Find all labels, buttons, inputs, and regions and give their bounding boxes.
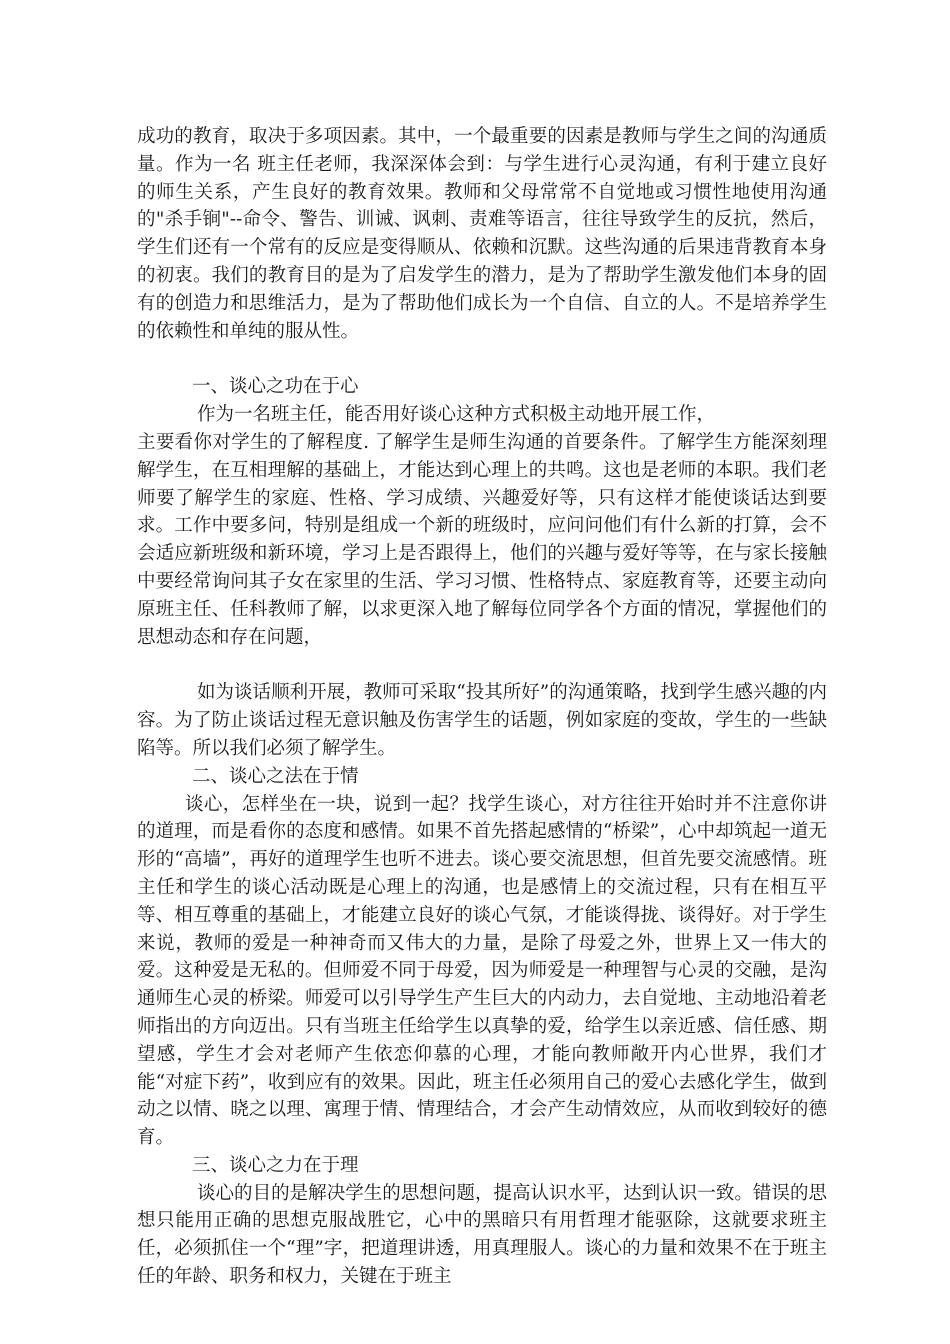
paragraph-gap bbox=[137, 651, 827, 679]
section-1-paragraph-2: 如为谈话顺利开展，教师可采取“投其所好”的沟通策略，找到学生感兴趣的内容。为了防止谈话过程无意识触及伤害学生的话题，例如家庭的变故，学生的一些缺陷等。所以我们必须了解学生。 bbox=[137, 682, 827, 759]
section-2-paragraph-1: 谈心，怎样坐在一块，说到一起？找学生谈心，对方往往开始时并不注意你讲的道理，而是看你的态度和感情。如果不首先搭起感情的“桥梁”，心中却筑起一道无形的“高墙”，再好的道理学生也听不进去。谈心要交流思想，但首先要交流感情。班主任和学生的谈心活动既是心理上的沟通，也是感情上的交流过程，只有在相互平等、相互尊重的基础上，才能建立良好的谈心气氛，才能谈得拢、谈得好。对于学生来说，教师的爱是一种神奇而又伟大的力量，是除了母爱之外，世界上又一伟大的爱。这种爱是无私的。但师爱不同于母爱，因为师爱是一种理智与心灵的交融，是沟通师生心灵的桥梁。师爱可以引导学生产生巨大的内动力，去自觉地、主动地沿着老师指出的方向迈出。只有当班主任给学生以真挚的爱，给学生以亲近感、信任感、期望感，学生才会对老师产生依恋仰慕的心理，才能向教师敞开内心世界，我们才能“对症下药”，收到应有的效果。因此，班主任必须用自己的爱心去感化学生，做到动之以情、晓之以理、寓理于情、情理结合，才会产生动情效应，从而收到较好的德育。 bbox=[137, 793, 827, 1149]
section-1-heading: 一、谈心之功在于心 bbox=[192, 376, 359, 398]
section-1-paragraph-1: 作为一名班主任，能否用好谈心这种方式积极主动地开展工作， 主要看你对学生的了解程度. 了解学生是师生沟通的首要条件。了解学生方能深刻理解学生，在互相理解的基础上，才能达到心理上的共鸣。这也是老师的本职。我们老师要了解学生的家庭、性格、学习成绩、兴趣爱好等，只有这样才能使谈话达到要求。工作中要多问，特别是组成一个新的班级时，应问问他们有什么新的打算，会不会适应新班级和新环境，学习上是否跟得上，他们的兴趣与爱好等等，在与家长接触中要经常询问其子女在家里的生活、学习习惯、性格特点、家庭教育等，还要主动向原班主任、任科教师了解，以求更深入地了解每位同学各个方面的情况，掌握他们的思想动态和存在问题， bbox=[137, 404, 827, 648]
document-page bbox=[137, 123, 827, 1291]
section-3-paragraph-1: 谈心的目的是解决学生的思想问题，提高认识水平，达到认识一致。错误的思想只能用正确的思想克服战胜它，心中的黑暗只有用哲理才能驱除，这就要求班主任，必须抓住一个“理”字，把道理讲透，用真理服人。谈心的力量和效果不在于班主任的年龄、职务和权力，关键在于班主 bbox=[137, 1182, 827, 1288]
intro-paragraph: 成功的教育，取决于多项因素。其中，一个最重要的因素是教师与学生之间的沟通质量。作为一名 班主任老师，我深深体会到：与学生进行心灵沟通，有利于建立良好的师生关系，产生良好的教育效果。教师和父母常常不自觉地或习惯性地使用沟通的"杀手锏"--命令、警告、训诫、讽刺、责难等语言，往往导致学生的反抗，然后，学生们还有一个常有的反应是变得顺从、依赖和沉默。这些沟通的后果违背教育本身的初衷。我们的教育目的是为了启发学生的潜力，是为了帮助学生激发他们本身的固有的创造力和思维活力，是为了帮助他们成长为一个自信、自立的人。不是培养学生的依赖性和单纯的服从性。 bbox=[137, 126, 827, 342]
paragraph-gap bbox=[137, 345, 827, 373]
section-3-heading: 三、谈心之力在于理 bbox=[192, 1154, 359, 1176]
section-2-heading: 二、谈心之法在于情 bbox=[192, 765, 359, 787]
